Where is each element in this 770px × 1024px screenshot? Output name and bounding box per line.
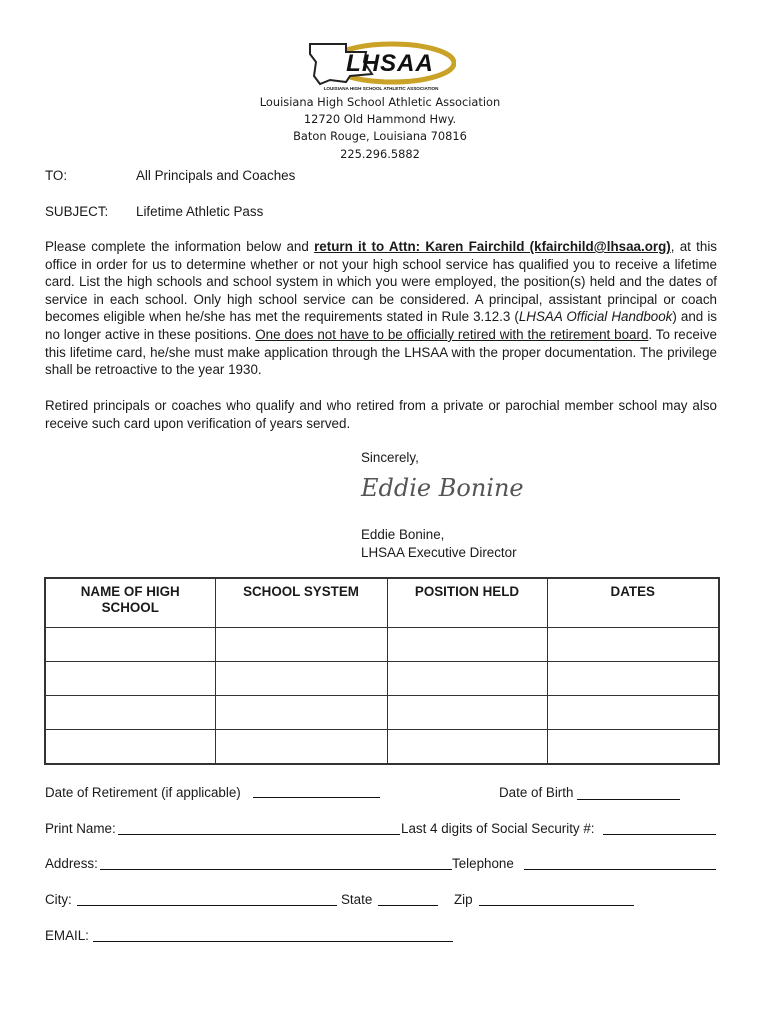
closing: Sincerely,	[361, 450, 419, 465]
instructions-paragraph: Please complete the information below and return it to Attn: Karen Fairchild (kfairchild@lhsaa.org), at this office in order for us to determine whether or not your high school service has qualified you to receive a lifetime card. List the high schools and school system in which you were employed, the position(s) held and the dates of service in each school. Only high school service can be considered. A principal, assistant principal or coach becomes eligible when he/she has met the requirements stated in Rule 3.12.3 (LHSAA Official Handbook) and is no longer active in these positions. One does not have to be officially retired with the retirement board. To receive this lifetime card, he/she must make application through the LHSAA with the proper documentation. The privilege shall be retroactive to the year 1930.	[45, 239, 717, 378]
table-header-row	[45, 578, 719, 628]
position-cell[interactable]	[387, 730, 547, 765]
table-row	[45, 662, 719, 696]
retirement-date-field[interactable]	[253, 797, 380, 798]
to-label: TO:	[45, 168, 68, 183]
address-field[interactable]	[100, 869, 452, 870]
return-to-link[interactable]: return it to Attn: Karen Fairchild (kfairchild@lhsaa.org)	[314, 239, 671, 254]
org-phone: 225.296.5882	[340, 147, 420, 161]
ssn-field[interactable]	[603, 834, 716, 835]
city-label: City:	[45, 892, 72, 907]
subject-value: Lifetime Athletic Pass	[136, 204, 264, 219]
svg-text:LHSAA: LHSAA	[346, 50, 434, 77]
to-value: All Principals and Coaches	[136, 168, 296, 183]
birth-label: Date of Birth	[499, 785, 574, 800]
table-row	[45, 696, 719, 730]
signer-name: Eddie Bonine,	[361, 527, 445, 542]
header-dates: DATES	[547, 578, 719, 628]
city-field[interactable]	[77, 905, 337, 906]
system-cell[interactable]	[215, 696, 387, 730]
position-cell[interactable]	[387, 628, 547, 662]
birth-date-field[interactable]	[577, 799, 680, 800]
signer-title: LHSAA Executive Director	[361, 545, 517, 560]
address-label: Address:	[45, 856, 98, 871]
position-cell[interactable]	[387, 662, 547, 696]
header-position: POSITION HELD	[387, 578, 547, 628]
org-street: 12720 Old Hammond Hwy.	[303, 112, 457, 126]
svg-text:LOUISIANA HIGH SCHOOL ATHLETIC: LOUISIANA HIGH SCHOOL ATHLETIC ASSOCIATION	[323, 86, 439, 91]
header-school: NAME OF HIGH SCHOOL	[45, 578, 215, 628]
retirement-label: Date of Retirement (if applicable)	[45, 785, 241, 800]
telephone-label: Telephone	[452, 856, 514, 871]
subject-label: SUBJECT:	[45, 204, 109, 219]
lhsaa-logo	[306, 40, 456, 92]
school-cell[interactable]	[45, 662, 215, 696]
school-cell[interactable]	[45, 730, 215, 765]
state-label: State	[341, 892, 373, 907]
system-cell[interactable]	[215, 662, 387, 696]
email-label: EMAIL:	[45, 928, 89, 943]
header-system: SCHOOL SYSTEM	[215, 578, 387, 628]
table-row	[45, 628, 719, 662]
email-field[interactable]	[93, 941, 453, 942]
school-cell[interactable]	[45, 696, 215, 730]
school-cell[interactable]	[45, 628, 215, 662]
table-row	[45, 730, 719, 765]
telephone-field[interactable]	[524, 869, 716, 870]
print-name-label: Print Name:	[45, 821, 116, 836]
ssn-label: Last 4 digits of Social Security #:	[401, 821, 595, 836]
employment-table	[44, 577, 720, 765]
signature-script: Eddie Bonine	[361, 474, 524, 502]
system-cell[interactable]	[215, 628, 387, 662]
org-name: Louisiana High School Athletic Association	[259, 95, 501, 109]
position-cell[interactable]	[387, 696, 547, 730]
dates-cell[interactable]	[547, 662, 719, 696]
dates-cell[interactable]	[547, 730, 719, 765]
state-field[interactable]	[378, 905, 438, 906]
system-cell[interactable]	[215, 730, 387, 765]
retired-paragraph: Retired principals or coaches who qualify and who retired from a private or parochial member school may also receive such card upon verification of years served.	[45, 398, 717, 431]
zip-field[interactable]	[479, 905, 634, 906]
dates-cell[interactable]	[547, 696, 719, 730]
org-city: Baton Rouge, Louisiana 70816	[293, 129, 467, 143]
zip-label: Zip	[454, 892, 473, 907]
dates-cell[interactable]	[547, 628, 719, 662]
print-name-field[interactable]	[118, 834, 400, 835]
